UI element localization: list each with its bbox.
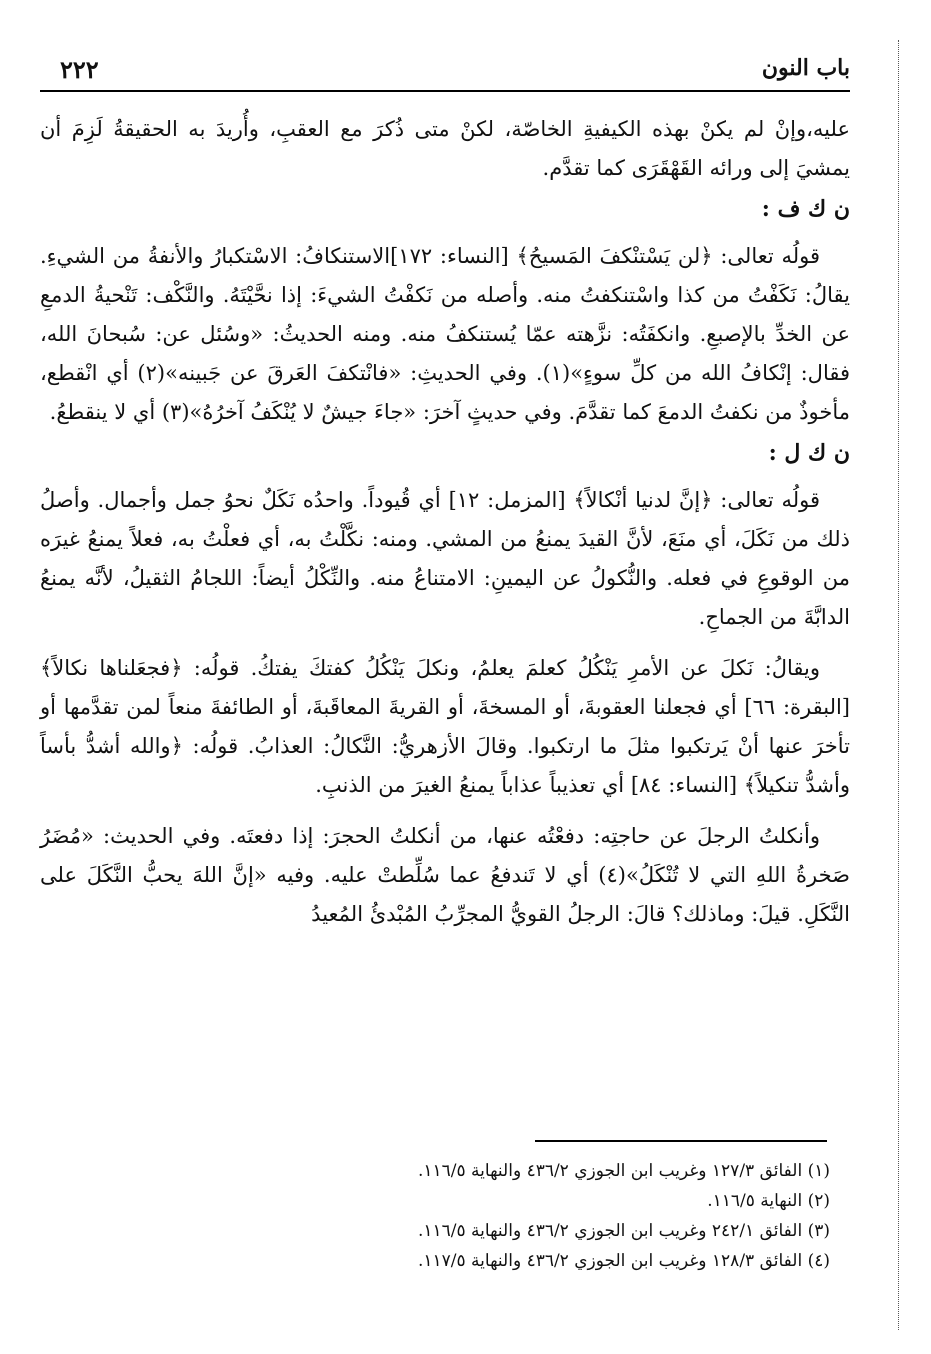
paragraph-continuation: عليه،وإنْ لم يكنْ بهذه الكيفيةِ الخاصّة، لكنْ متى ذُكرَ مع العقبِ، وأُريدَ به الحقيقةُ لَزِمَ أن يمشيَ إلى ورائه القَهْقَرَى كما تقدَّم. [40,117,850,180]
page-edge-rule [898,40,899,1330]
footnotes [40,1156,830,1276]
footnote-1: (١) الفائق ١٢٧/٣ وغريب ابن الجوزي ٤٣٦/٢ والنهاية ١١٦/٥. [417,1161,830,1181]
footnote-4: (٤) الفائق ١٢٨/٣ وغريب ابن الجوزي ٤٣٦/٢ والنهاية ١١٧/٥. [417,1251,830,1271]
paragraph-nkl-3: وأنكلتُ الرجلَ عن حاجتِه: دفعْتُه عنها، من أنكلتُ الحجرَ: إذا دفعتَه. وفي الحديث: «مُضَرُ صَخرةُ اللهِ التي لا تُنْكَلُ»(٤) أي لا تَندفعُ عما سُلِّطتْ عليه. وفيه «إنَّ اللهَ يحبُّ النَّكَلَ على النَّكَلِ. قيلَ: وماذلك؟ قالَ: الرجلُ القويُّ المجرِّبُ المُبْدئُ المُعيدُ [40,824,850,926]
running-head: باب النون [761,55,850,81]
footnote-rule [535,1140,827,1142]
main-text [40,110,850,934]
header-rule [40,90,850,92]
paragraph-nkl-1: قولُه تعالى: ﴿إنَّ لدنيا أنْكالاً﴾ [المزمل: ١٢] أي قُيوداً. واحدُه نَكَلٌ نحوُ جمل وأجمال. وأصلُ ذلك من نَكَلَ، أي منَعَ، لأنَّ القيدَ يمنعُ من المشي. ومنه: نكَّلْتُ به، أي فعلْتُ به، فعلاً يمنعُ غيرَه من الوقوعِ في فعله. والنُّكولُ عن اليمينِ: الامتناعُ منه. والنِّكْلُ أيضاً: اللجامُ الثقيلُ، لأنَّه يمنعُ الدابَّةَ من الجماحِ. [40,488,850,629]
paragraph-nkf: قولُه تعالى: ﴿لن يَسْتنْكفَ المَسيحُ﴾ [النساء: ١٧٢]الاستنكافُ: الاسْتكبارُ والأنفةُ من الشيءِ. يقالُ: نَكَفْتُ من كذا واسْتنكفتُ منه. وأصله من نَكفْتُ الشيءَ: إذا نحَّيْتَهُ. والنَّكْف: تَنْحيةُ الدمعِ عن الخدِّ بالإصبعِ. وانكفَتُه: نزَّهته عمّا يُستنكفُ منه. ومنه الحديثُ: «وسُئل عن: سُبحانَ الله، فقال: إنْكافُ الله من كلِّ سوءٍ»(١). وفي الحديثِ: «فانْتكفَ العَرقَ عن جَبينه»(٢) أي انْقطع، مأخوذٌ من نكفتُ الدمعَ كما تقدَّمَ. وفي حديثٍ آخرَ: «جاءَ جيشٌ لا يُنْكَفُ آخرُهُ»(٣) أي لا ينقطعُ. [40,244,850,424]
page-header [60,55,850,89]
footnote-3: (٣) الفائق ٢٤٢/١ وغريب ابن الجوزي ٤٣٦/٢ والنهاية ١١٦/٥. [417,1221,830,1241]
paragraph-nkl-2: ويقالُ: نَكلَ عن الأمرِ يَنْكُلُ كعلمَ يعلمُ، ونكلَ يَنْكُلُ كفتكَ يفتكُ. قولُه: ﴿فجعَلناها نكالاً﴾ [البقرة: ٦٦] أي فجعلنا العقوبةَ، أو المسخةَ، أو القريةَ المعاقَبةَ، أو الطائفةَ منعاً لمن تقدَّمها أو تأخرَ عنها أنْ يَرتكبوا مثلَ ما ارتكبوا. وقالَ الأزهريُّ: النَّكالُ: العذابُ. قولُه: ﴿والله أشدُّ بأساً وأشدُّ تنكيلاً﴾ [النساء: ٨٤] أي تعذيباً عذاباً يمنعُ الغيرَ من الذنبِ. [40,656,850,797]
page-number: ٢٢٢ [60,55,99,84]
footnote-2: (٢) النهاية ١١٦/٥. [707,1191,830,1211]
section-heading-nkl: ن ك ل : [768,440,850,466]
section-heading-nkf: ن ك ف : [761,196,850,222]
